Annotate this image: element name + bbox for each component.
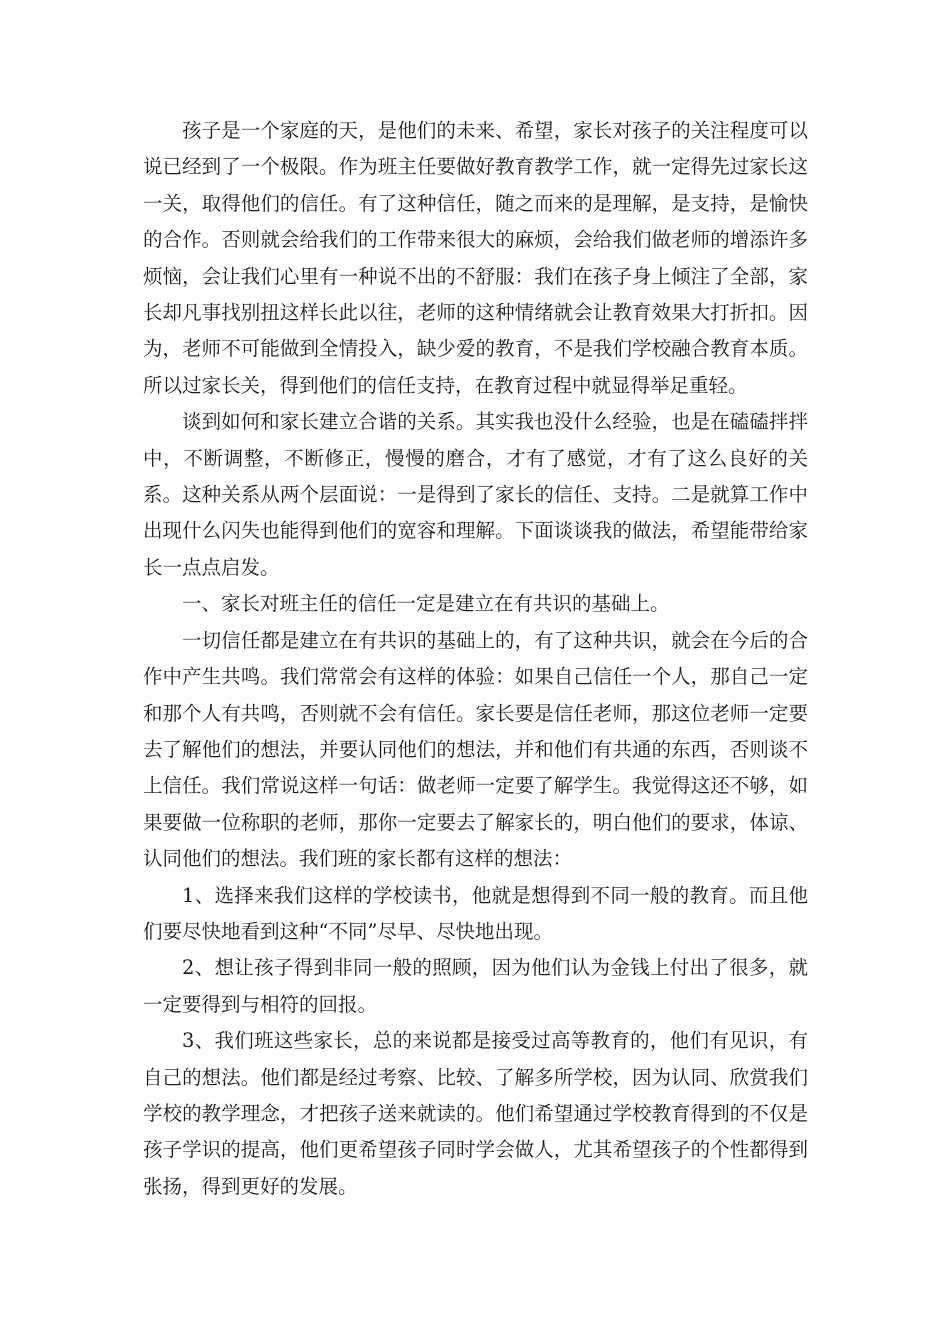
list-item-3: 3、我们班这些家长，总的来说都是接受过高等教育的，他们有见识，有自己的想法。他们都是经过考察、比较、了解多所学校，因为认同、欣赏我们学校的教学理念，才把孩子送来就读的。他们希望通过学校教育得到的不仅是孩子学识的提高，他们更希望孩子同时学会做人，尤其希望孩子的个性都得到张扬，得到更好的发展。 [143, 1029, 808, 1198]
paragraph-trust: 一切信任都是建立在有共识的基础上的，有了这种共识，就会在今后的合作中产生共鸣。我们常常会有这样的体验：如果自己信任一个人，那自己一定和那个人有共鸣，否则就不会有信任。家长要是信任老师，那这位老师一定要去了解他们的想法，并要认同他们的想法，并和他们有共通的东西，否则谈不上信任。我们常说这样一句话：做老师一定要了解学生。我觉得这还不够，如果要做一位称职的老师，那你一定要去了解家长的，明白他们的要求，体谅、认同他们的想法。我们班的家长都有这样的想法： [143, 628, 808, 871]
list-item-2: 2、想让孩子得到非同一般的照顾，因为他们认为金钱上付出了很多，就一定要得到与相符的回报。 [143, 956, 808, 1016]
paragraph-relationship: 谈到如何和家长建立合谐的关系。其实我也没什么经验，也是在磕磕拌拌中，不断调整，不断修正，慢慢的磨合，才有了感觉，才有了这么良好的关系。这种关系从两个层面说：一是得到了家长的信任、支持。二是就算工作中出现什么闪失也能得到他们的宽容和理解。下面谈谈我的做法，希望能带给家长一点点启发。 [143, 410, 808, 579]
list-item-1: 1、选择来我们这样的学校读书，他就是想得到不同一般的教育。而且他们要尽快地看到这种“不同”尽早、尽快地出现。 [143, 883, 808, 943]
document-body [143, 113, 808, 1205]
paragraph-intro: 孩子是一个家庭的天，是他们的未来、希望，家长对孩子的关注程度可以说已经到了一个极限。作为班主任要做好教育教学工作，就一定得先过家长这一关，取得他们的信任。有了这种信任，随之而来的是理解，是支持，是愉快的合作。否则就会给我们的工作带来很大的麻烦，会给我们做老师的增添许多烦恼，会让我们心里有一种说不出的不舒服：我们在孩子身上倾注了全部，家长却凡事找别扭这样长此以往，老师的这种情绪就会让教育效果大打折扣。因为，老师不可能做到全情投入，缺少爱的教育，不是我们学校融合教育本质。所以过家长关，得到他们的信任支持，在教育过程中就显得举足重轻。 [143, 119, 808, 397]
section-heading-1: 一、家长对班主任的信任一定是建立在有共识的基础上。 [182, 592, 670, 616]
